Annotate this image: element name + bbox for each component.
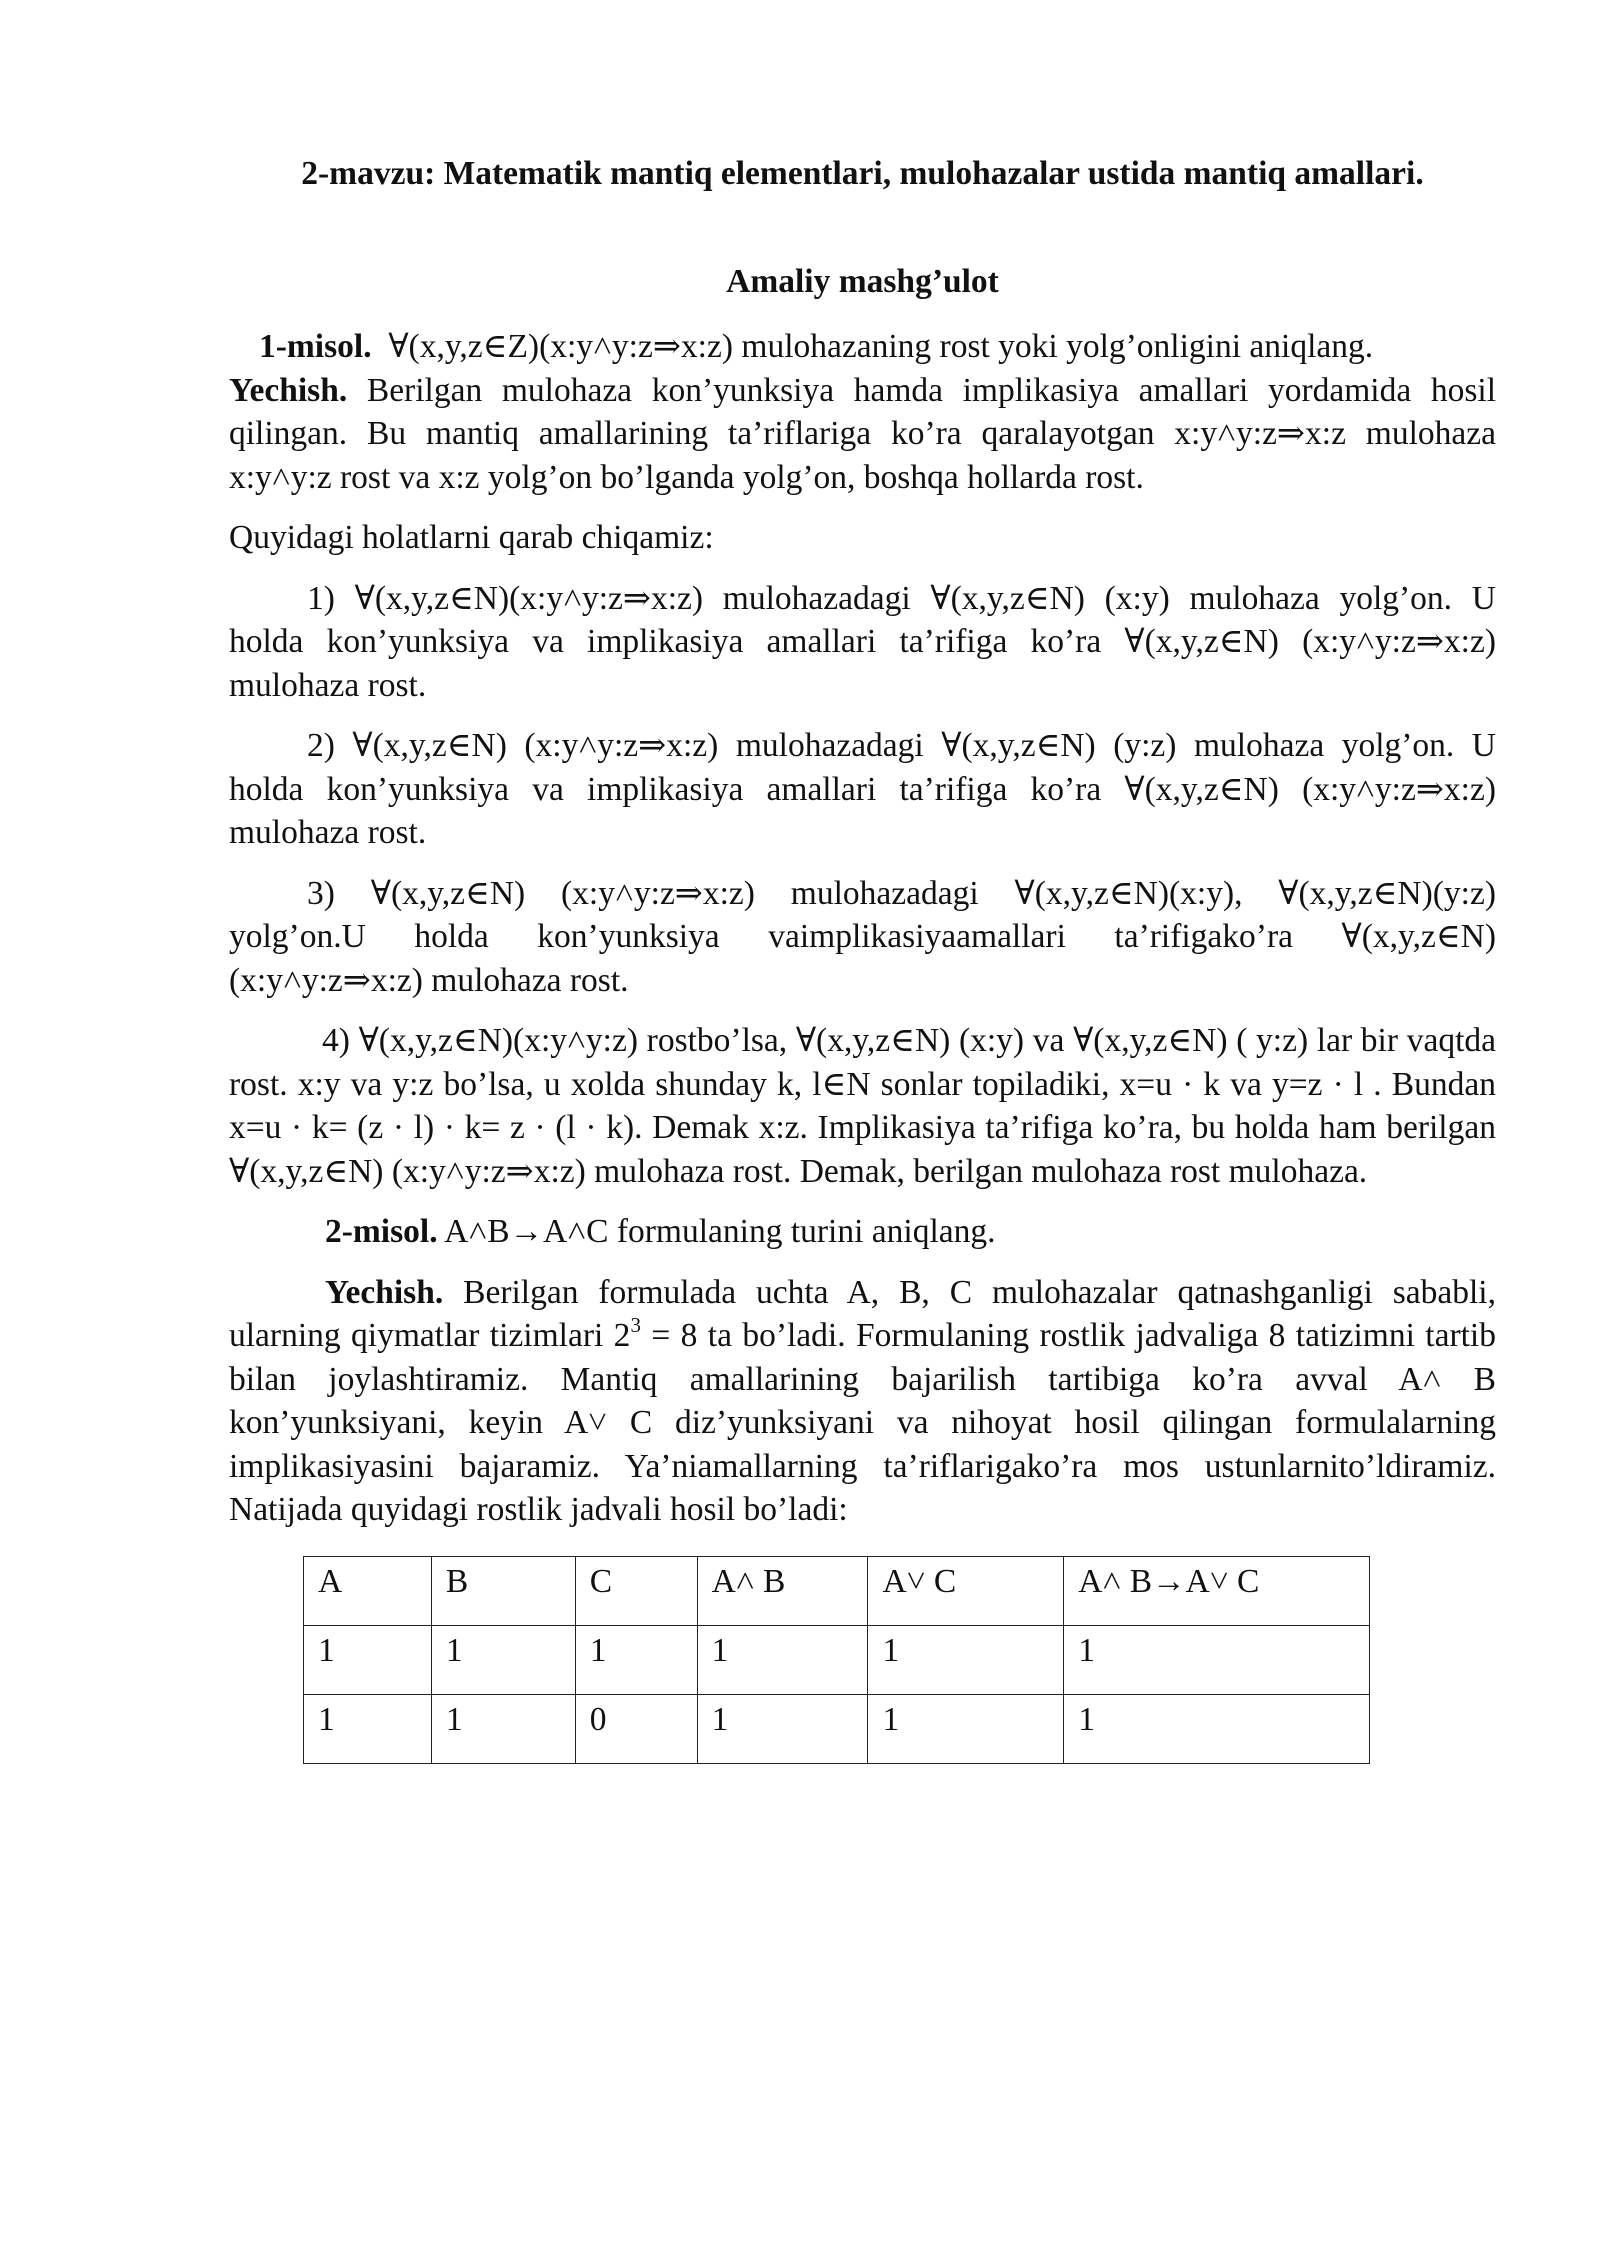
table-cell: 1 bbox=[431, 1694, 575, 1763]
example-2-text: A˄B→A˄C formulaning turini aniqlang. bbox=[444, 1213, 996, 1250]
example-1-label: 1-misol. bbox=[259, 328, 372, 365]
solution-2-text-b: = 8 ta bo’ladi. Formulaning rostlik jadvaliga 8 tatizimni tartib bilan joylashtiramiz. Mantiq amallarining bajarilish tartibiga ko’ra avval A˄ B kon’yunksiyani, keyin A˅ C diz’yunksiyani va nihoyat hosil qilingan formulalarning implikasiyasini bajaramiz. Ya’niamallarning ta’riflarigako’ra mos ustunlarnito’ldiramiz. Natijada quyidagi rostlik jadvali hosil bo’ladi: bbox=[229, 1317, 1496, 1528]
case-1: 1) ∀(x,y,z∈N)(x:y˄y:z⇒x:z) mulohazadagi ∀(x,y,z∈N) (x:y) mulohaza yolg’on. U holda kon’yunksiya va implikasiya amallari ta’rifiga ko’ra ∀(x,y,z∈N) (x:y˄y:z⇒x:z) mulohaza rost. bbox=[229, 579, 1496, 704]
table-cell: 1 bbox=[575, 1625, 697, 1694]
solution-1-label: Yechish. bbox=[229, 371, 348, 409]
example-1 bbox=[229, 325, 1496, 369]
table-header-cell: C bbox=[575, 1556, 697, 1625]
table-header-cell: A˄ B→A˅ C bbox=[1064, 1556, 1370, 1625]
solution-2-text-a: Berilgan formulada uchta A, B, C mulohazalar qatnashganligi sababli, ularning qiymatlar tizimlari 2 bbox=[229, 1273, 1496, 1354]
example-2-label: 2-misol. bbox=[325, 1213, 438, 1250]
table-cell: 1 bbox=[868, 1694, 1064, 1763]
table-cell: 1 bbox=[868, 1625, 1064, 1694]
example-1-text: ∀(x,y,z∈Z)(x:y˄y:z⇒x:z) mulohazaning rost yoki yolg’onligini aniqlang. bbox=[388, 328, 1374, 365]
table-cell: 1 bbox=[697, 1694, 868, 1763]
page-subtitle: Amaliy mashg’ulot bbox=[726, 262, 999, 300]
table-header-cell: B bbox=[431, 1556, 575, 1625]
case-4: 4) ∀(x,y,z∈N)(x:y˄y:z) rostbo’lsa, ∀(x,y,z∈N) (x:y) va ∀(x,y,z∈N) ( y:z) lar bir vaqtda rost. x:y va y:z bo’lsa, u xolda shunday k, l∈N sonlar topiladiki, x=u · k va y=z · l . Bundan x=u · k= (z · l) · k= z · (l · k). Demak x:z. Implikasiya ta’rifiga ko’ra, bu holda ham berilgan ∀(x,y,z∈N) (x:y˄y:z⇒x:z) mulohaza rost. Demak, berilgan mulohaza rost mulohaza. bbox=[229, 1022, 1496, 1190]
case-3: 3) ∀(x,y,z∈N) (x:y˄y:z⇒x:z) mulohazadagi ∀(x,y,z∈N)(x:y), ∀(x,y,z∈N)(y:z) yolg’on.U holda kon’yunksiya vaimplikasiyaamallari ta’rifigako’ra ∀(x,y,z∈N) (x:y˄y:z⇒x:z) mulohaza rost. bbox=[229, 874, 1496, 999]
example-2 bbox=[229, 1210, 1496, 1254]
solution-2-label: Yechish. bbox=[325, 1273, 444, 1311]
truth-table bbox=[303, 1556, 1370, 1764]
table-cell: 0 bbox=[575, 1694, 697, 1763]
solution-1-text: Berilgan mulohaza kon’yunksiya hamda implikasiya amallari yordamida hosil qilingan. Bu mantiq amallarining ta’riflariga ko’ra qaralayotgan x:y˄y:z⇒x:z mulohaza x:y˄y:z rost va x:z yolg’on bo’lganda yolg’on, boshqa hollarda rost. bbox=[229, 371, 1497, 496]
table-cell: 1 bbox=[1064, 1694, 1370, 1763]
table-header-cell: A˄ B bbox=[697, 1556, 868, 1625]
table-row bbox=[304, 1625, 1370, 1694]
solution-2-exponent: 3 bbox=[630, 1313, 641, 1337]
solution-2 bbox=[229, 1271, 1496, 1532]
table-row bbox=[304, 1694, 1370, 1763]
table-header-row bbox=[304, 1556, 1370, 1625]
table-cell: 1 bbox=[431, 1625, 575, 1694]
solution-1 bbox=[229, 369, 1496, 500]
cases-intro: Quyidagi holatlarni qarab chiqamiz: bbox=[229, 519, 714, 556]
table-cell: 1 bbox=[304, 1694, 432, 1763]
table-header-cell: A bbox=[304, 1556, 432, 1625]
table-cell: 1 bbox=[1064, 1625, 1370, 1694]
case-2: 2) ∀(x,y,z∈N) (x:y˄y:z⇒x:z) mulohazadagi ∀(x,y,z∈N) (y:z) mulohaza yolg’on. U holda kon’yunksiya va implikasiya amallari ta’rifiga ko’ra ∀(x,y,z∈N) (x:y˄y:z⇒x:z) mulohaza rost. bbox=[229, 727, 1496, 851]
table-cell: 1 bbox=[304, 1625, 432, 1694]
table-header-cell: A˅ C bbox=[868, 1556, 1064, 1625]
table-cell: 1 bbox=[697, 1625, 868, 1694]
page-title: 2-mavzu: Matematik mantiq elementlari, mulohazalar ustida mantiq amallari. bbox=[301, 155, 1424, 192]
